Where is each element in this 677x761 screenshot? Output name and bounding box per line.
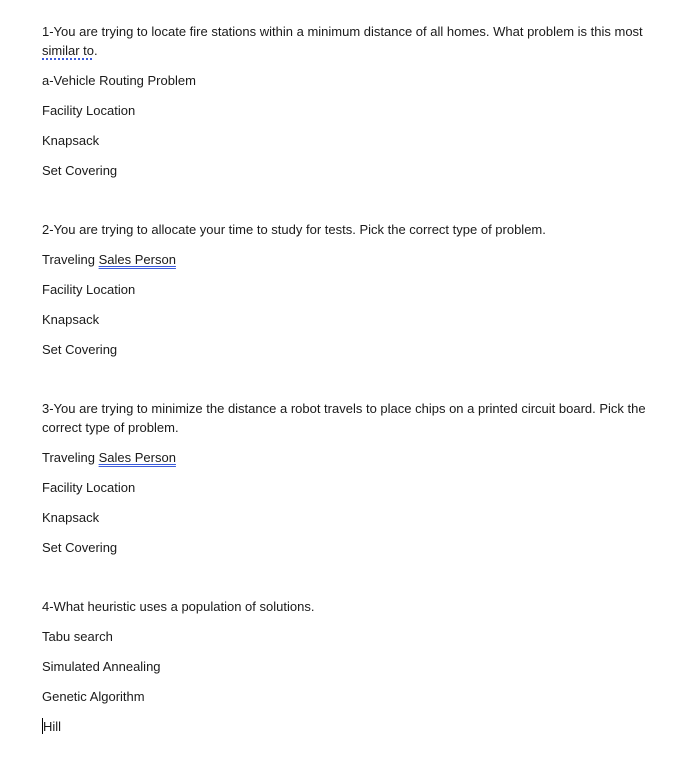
spelling-flagged-text[interactable]: Sales Person [98, 252, 176, 267]
question-text-part: 2-You are trying to allocate your time to study for tests. Pick the correct type of problem. [42, 222, 546, 237]
answer-option[interactable] [42, 340, 662, 359]
option-text: Tabu search [42, 629, 113, 644]
option-text: Facility Location [42, 480, 136, 495]
answer-option[interactable] [42, 538, 662, 557]
question-text[interactable] [42, 597, 662, 616]
spelling-flagged-text[interactable]: Sales Person [98, 450, 176, 465]
answer-option[interactable] [42, 310, 662, 329]
answer-option[interactable] [42, 448, 662, 467]
option-text: Traveling [42, 252, 99, 267]
question-block-1 [42, 22, 662, 180]
answer-option[interactable] [42, 161, 662, 180]
option-text: Facility Location [42, 103, 136, 118]
option-text: Traveling [42, 450, 99, 465]
answer-option[interactable] [42, 131, 662, 150]
question-block-2 [42, 220, 662, 359]
option-text: Simulated Annealing [42, 659, 161, 674]
question-text[interactable] [42, 399, 662, 437]
option-text: a-Vehicle Routing Problem [42, 73, 196, 88]
answer-option[interactable] [42, 101, 662, 120]
option-text: Facility Location [42, 282, 136, 297]
grammar-flagged-text[interactable]: similar to [42, 43, 95, 58]
answer-option[interactable] [42, 478, 662, 497]
option-text: Knapsack [42, 133, 100, 148]
question-text-part: 1-You are trying to locate fire stations within a minimum distance of all homes. What problem is this most [42, 24, 643, 39]
option-text: Hill [43, 719, 62, 734]
answer-option[interactable] [42, 508, 662, 527]
document-body[interactable] [42, 22, 662, 747]
question-text[interactable] [42, 22, 662, 60]
question-text-part: 3-You are trying to minimize the distance a robot travels to place chips on a printed circuit board. Pick the correct type of problem. [42, 401, 646, 435]
question-block-3 [42, 399, 662, 557]
question-block-4 [42, 597, 662, 736]
option-text: Set Covering [42, 342, 118, 357]
option-text: Knapsack [42, 510, 100, 525]
answer-option[interactable] [42, 71, 662, 90]
question-text-part: 4-What heuristic uses a population of solutions. [42, 599, 315, 614]
option-text: Set Covering [42, 163, 118, 178]
answer-option[interactable] [42, 280, 662, 299]
answer-option[interactable] [42, 717, 662, 736]
answer-option[interactable] [42, 250, 662, 269]
question-text-part: . [94, 43, 98, 58]
option-text: Knapsack [42, 312, 100, 327]
answer-option[interactable] [42, 657, 662, 676]
answer-option[interactable] [42, 687, 662, 706]
option-text: Genetic Algorithm [42, 689, 145, 704]
answer-option[interactable] [42, 627, 662, 646]
question-text[interactable] [42, 220, 662, 239]
option-text: Set Covering [42, 540, 118, 555]
